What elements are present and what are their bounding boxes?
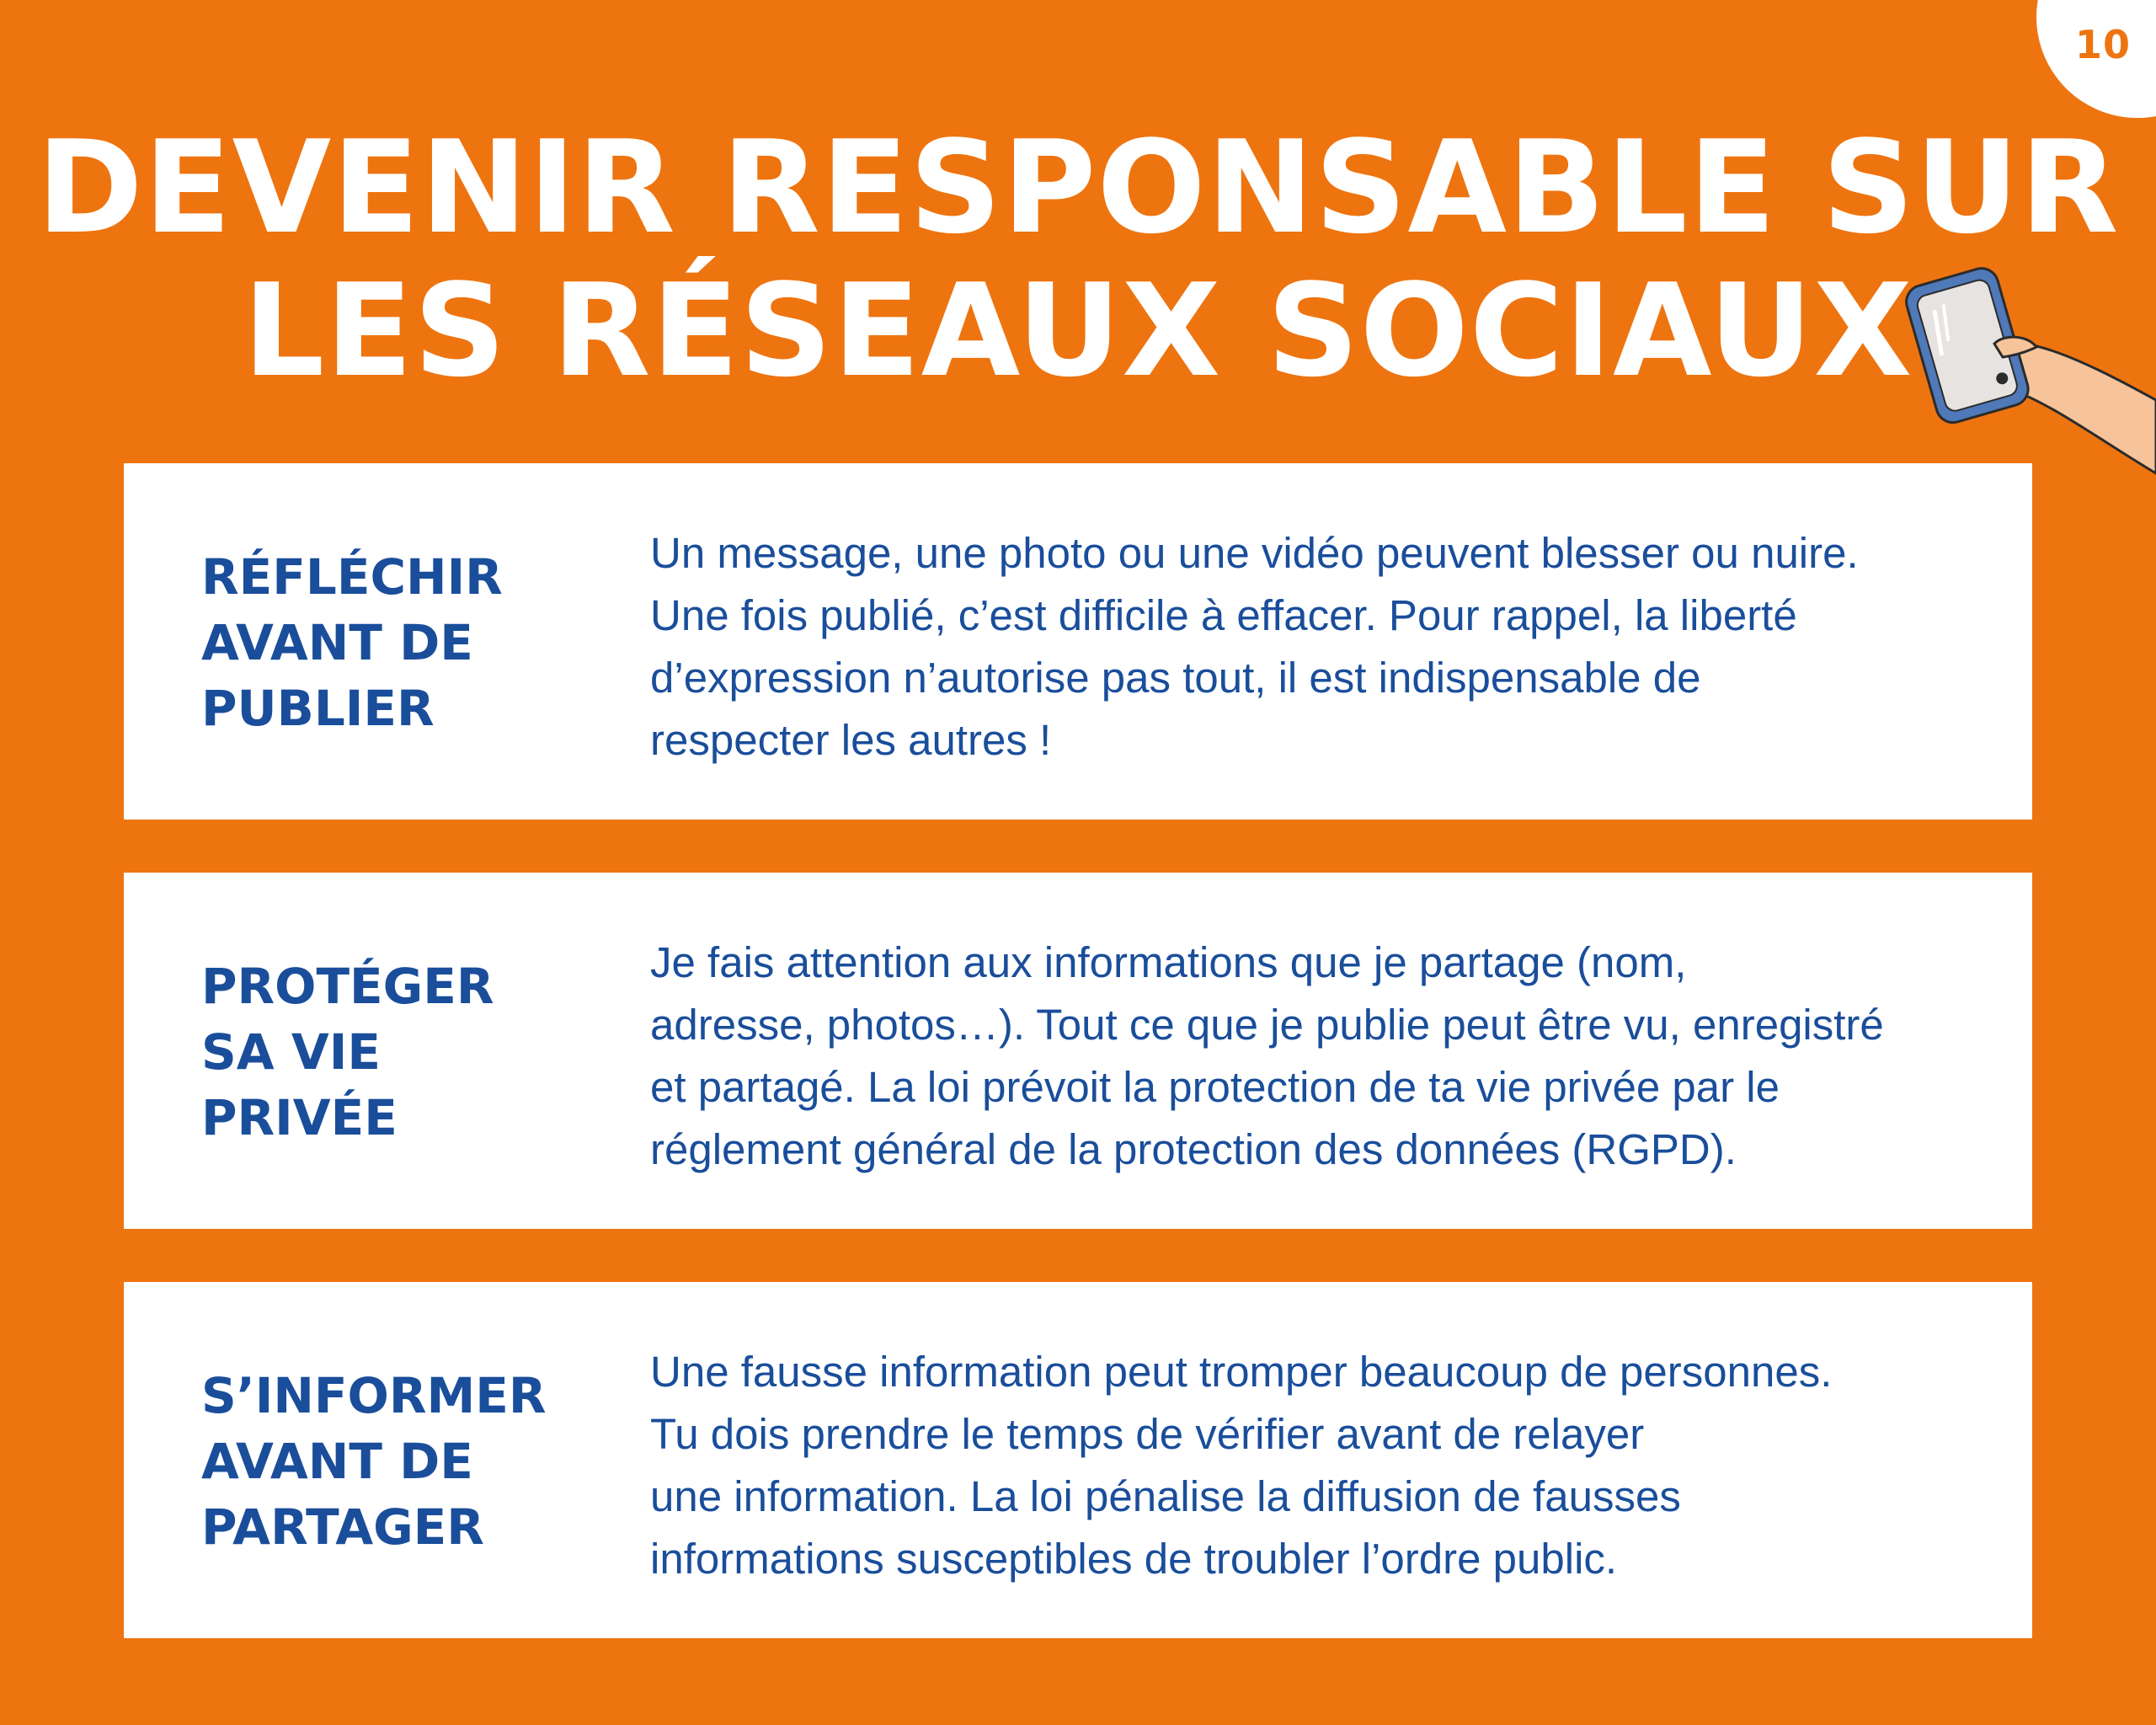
card-heading-line: PROTÉGER <box>201 958 494 1015</box>
card-heading-line: AVANT DE <box>201 614 473 671</box>
card-heading <box>201 544 589 741</box>
card-text-line: respecter les autres ! <box>650 716 1052 764</box>
card-heading-line: PARTAGER <box>201 1498 484 1556</box>
card-text-line: informations susceptibles de troubler l’ordre public. <box>650 1535 1618 1583</box>
card-body-text <box>650 522 2015 772</box>
card-heading-line: S’INFORMER <box>201 1367 547 1424</box>
card-text-line: Un message, une photo ou une vidéo peuvent blesser ou nuire. <box>650 529 1859 577</box>
card-text-line: Une fausse information peut tromper beaucoup de personnes. <box>650 1348 1833 1396</box>
hand-holding-smartphone-icon <box>1878 253 2156 489</box>
card-protect-privacy <box>124 873 2032 1229</box>
page-title <box>0 113 2156 405</box>
card-heading-line: RÉFLÉCHIR <box>201 548 503 606</box>
page-title-line-1: DEVENIR RESPONSABLE SUR <box>36 113 2120 262</box>
card-heading <box>201 953 589 1151</box>
card-text-line: adresse, photos…). Tout ce que je publie peut être vu, enregistré <box>650 1001 1884 1049</box>
card-inform-before-sharing <box>124 1282 2032 1638</box>
card-text-line: une information. La loi pénalise la diffusion de fausses <box>650 1472 1681 1520</box>
card-body-text <box>650 1341 2015 1590</box>
card-heading-line: AVANT DE <box>201 1433 473 1490</box>
page-title-line-2: LES RÉSEAUX SOCIAUX <box>243 256 1913 405</box>
card-text-line: et partagé. La loi prévoit la protection de ta vie privée par le <box>650 1063 1780 1111</box>
card-heading-line: PUBLIER <box>201 680 435 737</box>
card-heading-line: PRIVÉE <box>201 1089 398 1146</box>
card-text-line: Une fois publié, c’est difficile à effacer. Pour rappel, la liberté <box>650 591 1797 639</box>
card-heading <box>201 1363 589 1560</box>
card-heading-line: SA VIE <box>201 1023 381 1081</box>
card-text-line: réglement général de la protection des données (RGPD). <box>650 1125 1737 1173</box>
card-body-text <box>650 932 2015 1181</box>
card-text-line: Je fais attention aux informations que je partage (nom, <box>650 938 1687 986</box>
card-text-line: d’expression n’autorise pas tout, il est indispensable de <box>650 654 1701 702</box>
card-reflect-before-posting <box>124 463 2032 820</box>
page-number: 10 <box>2074 22 2131 67</box>
card-text-line: Tu dois prendre le temps de vérifier avant de relayer <box>650 1410 1645 1458</box>
